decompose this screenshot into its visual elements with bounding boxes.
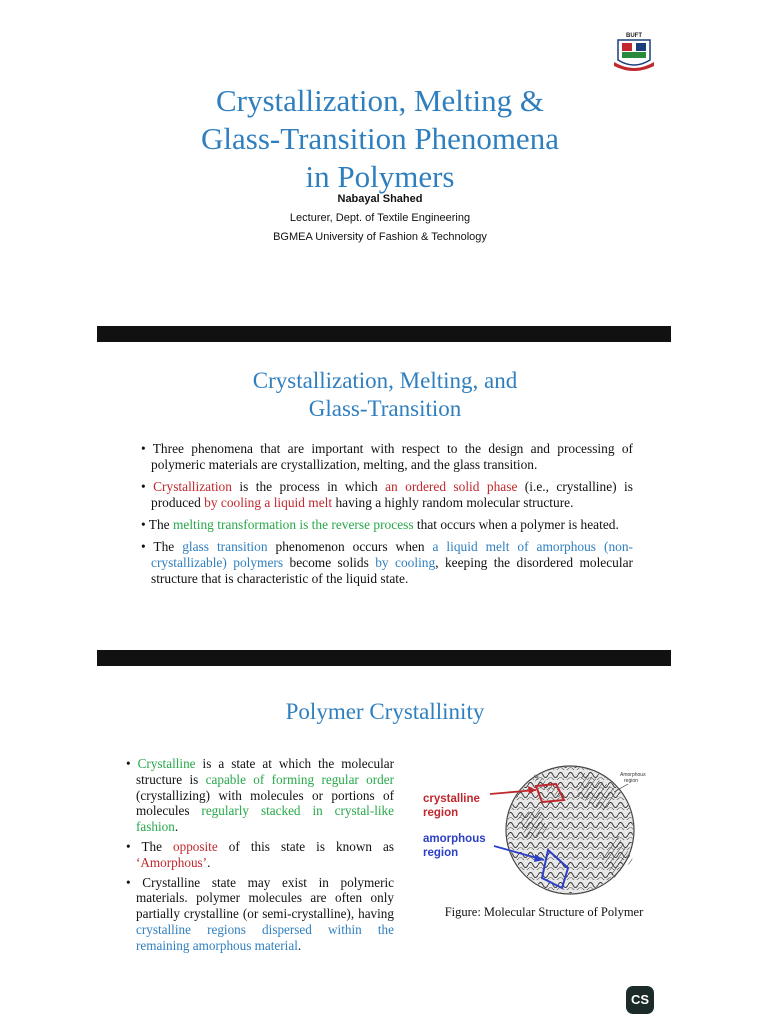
author-role: Lecturer, Dept. of Textile Engineering: [289, 212, 471, 224]
slide-2-bullets: [141, 441, 633, 593]
slide-2-title: Crystallization, Melting, and Glass-Transition: [252, 368, 518, 421]
logo-text: BUFT: [626, 33, 642, 39]
bullet-item: • The opposite of this state is known as ‘Amorphous’.: [126, 838, 394, 870]
bullet-item: • Three phenomena that are important with respect to the design and processing of polymeric materials are crystallization, melting, and the glass transition.: [141, 441, 633, 472]
bullet-item: • Crystalline state may exist in polymeric materials. polymer molecules are often only partially crystalline (or semi-crystalline), having crystalline regions dispersed within the remaining amorphous material.: [126, 874, 394, 953]
amorphous-small-label: Amorphous region: [620, 772, 646, 784]
slide-3-title: Polymer Crystallinity: [285, 699, 485, 724]
camscanner-badge: CS: [626, 986, 654, 1014]
crystalline-label: crystalline region: [423, 793, 480, 819]
bullet-item: • The melting transformation is the reverse process that occurs when a polymer is heated.: [141, 517, 619, 532]
presentation-title: Crystallization, Melting & Glass-Transition Phenomena in Polymers: [201, 83, 559, 194]
university-logo: [610, 30, 658, 74]
slide-divider: [97, 326, 671, 342]
slide-divider: [97, 650, 671, 666]
bullet-item: • Crystallization is the process in which an ordered solid phase (i.e., crystalline) is produced by cooling a liquid melt having a highly random molecular structure.: [141, 479, 633, 510]
figure-caption: Figure: Molecular Structure of Polymer: [444, 905, 644, 919]
amorphous-label: amorphous region: [423, 833, 486, 859]
institution: BGMEA University of Fashion & Technology: [273, 231, 487, 243]
author-name: Nabayal Shahed: [337, 193, 423, 205]
slide-3-bullets: [126, 756, 394, 958]
bullet-item: • The glass transition phenomenon occurs when a liquid melt of amorphous (non-crystallizable) polymers become solids by cooling, keeping the disordered molecular structure that is characteristic of the liquid state.: [141, 539, 634, 586]
polymer-structure-diagram: [418, 760, 668, 898]
bullet-item: • Crystalline is a state at which the molecular structure is capable of forming regular order (crystallizing) with molecules or portions of molecules regularly stacked in crystal-like fashion.: [126, 756, 394, 835]
